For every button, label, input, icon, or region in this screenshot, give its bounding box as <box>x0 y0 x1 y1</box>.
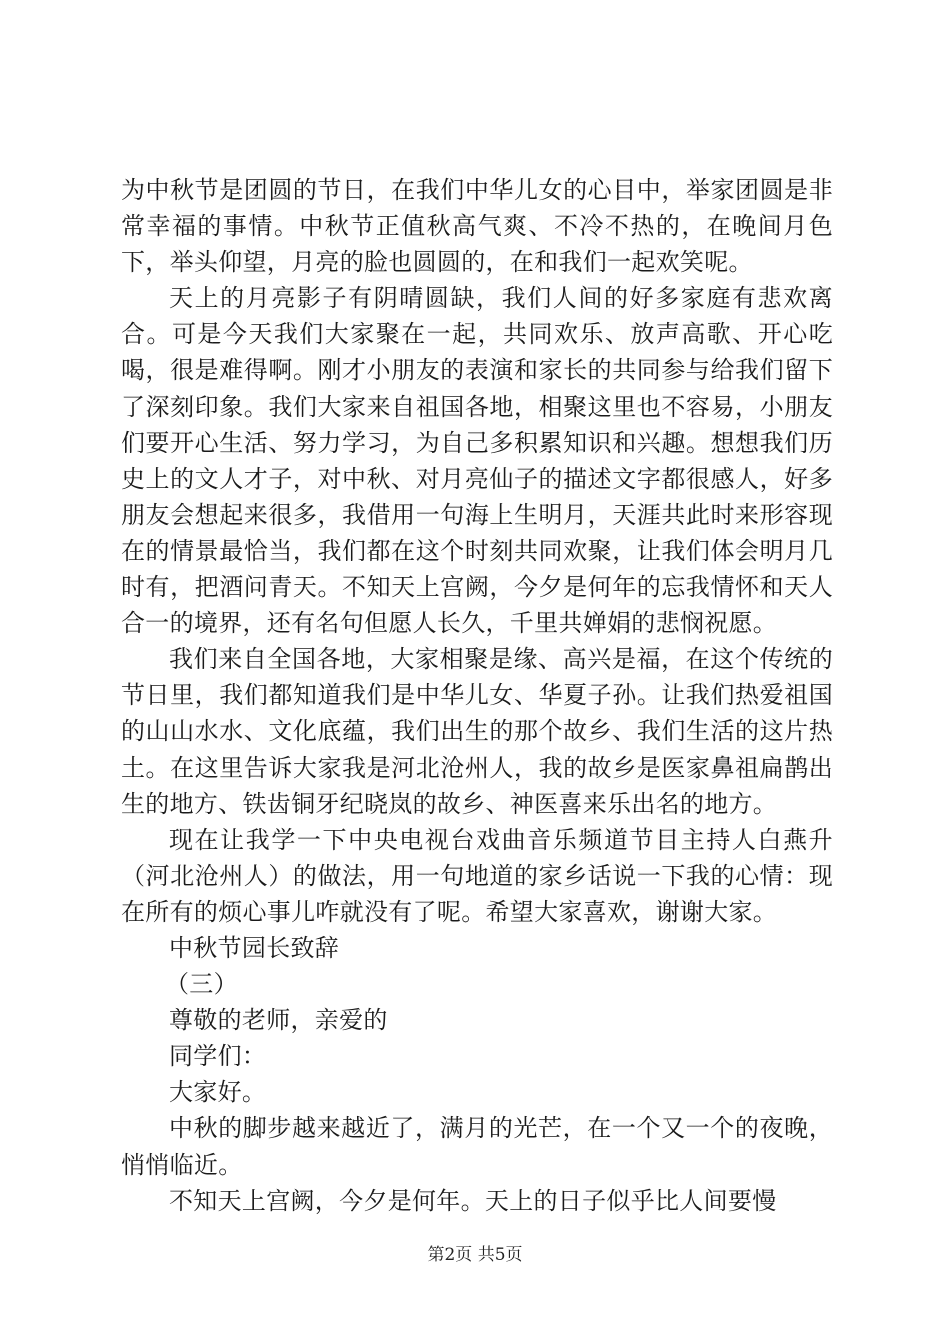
closing-paragraph-1: 中秋的脚步越来越近了，满月的光芒，在一个又一个的夜晚，悄悄临近。 <box>121 1114 833 1179</box>
paragraph-4: 现在让我学一下中央电视台戏曲音乐频道节目主持人白燕升（河北沧州人）的做法，用一句地道的家乡话说一下我的心情：现在所有的烦心事儿咋就没有了呢。希望大家喜欢，谢谢大家。 <box>121 825 833 926</box>
paragraph-3: 我们来自全国各地，大家相聚是缘、高兴是福，在这个传统的节日里，我们都知道我们是中华儿女、华夏子孙。让我们热爱祖国的山山水水、文化底蕴，我们出生的那个故乡、我们生活的这片热土。在这里告诉大家我是河北沧州人，我的故乡是医家鼻祖扁鹊出生的地方、铁齿铜牙纪晓岚的故乡、神医喜来乐出名的地方。 <box>121 645 833 818</box>
paragraph-1: 为中秋节是团圆的节日，在我们中华儿女的心目中，举家团圆是非常幸福的事情。中秋节正值秋高气爽、不冷不热的，在晚间月色下，举头仰望，月亮的脸也圆圆的，在和我们一起欢笑呢。 <box>121 176 833 277</box>
salutation-line-2: 同学们： <box>169 1042 267 1071</box>
body-text <box>121 172 833 1219</box>
page-footer: 第2页 共5页 <box>427 1245 523 1265</box>
section-number: （三） <box>165 970 238 999</box>
closing-paragraph-2: 不知天上宫阙，今夕是何年。天上的日子似乎比人间要慢 <box>169 1186 777 1215</box>
paragraph-2: 天上的月亮影子有阴晴圆缺，我们人间的好多家庭有悲欢离合。可是今天我们大家聚在一起，共同欢乐、放声高歌、开心吃喝，很是难得啊。刚才小朋友的表演和家长的共同参与给我们留下了深刻印象。我们大家来自祖国各地，相聚这里也不容易，小朋友们要开心生活、努力学习，为自己多积累知识和兴趣。想想我们历史上的文人才子，对中秋、对月亮仙子的描述文字都很感人，好多朋友会想起来很多，我借用一句海上生明月，天涯共此时来形容现在的情景最恰当，我们都在这个时刻共同欢聚，让我们体会明月几时有，把酒问青天。不知天上宫阙，今夕是何年的忘我情怀和天人合一的境界，还有名句但愿人长久，千里共婵娟的悲悯祝愿。 <box>121 284 833 638</box>
section-title: 中秋节园长致辞 <box>169 933 340 962</box>
greeting-line: 大家好。 <box>169 1078 267 1107</box>
salutation-line-1: 尊敬的老师，亲爱的 <box>169 1006 388 1035</box>
